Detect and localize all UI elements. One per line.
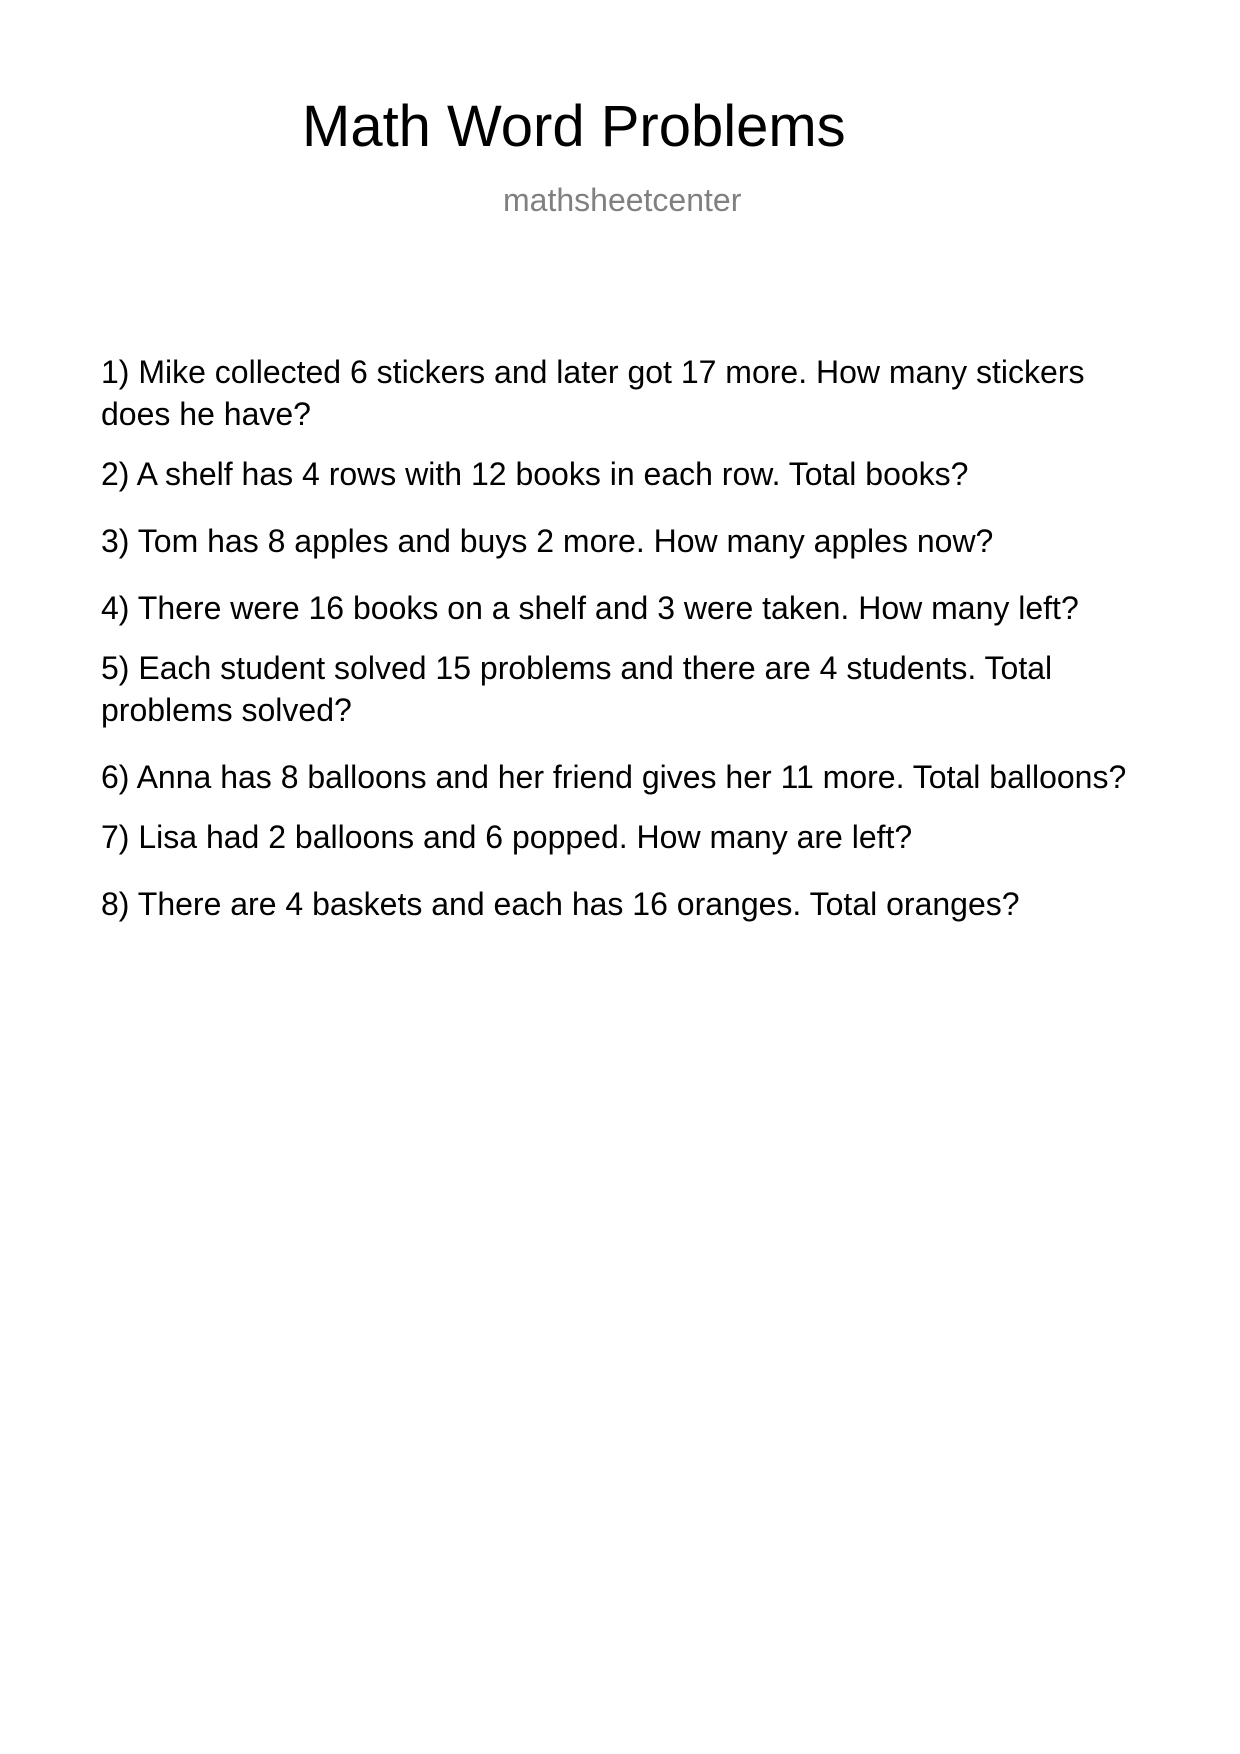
problem-7: 7) Lisa had 2 balloons and 6 popped. How many are left? [101, 819, 913, 855]
problem-4: 4) There were 16 books on a shelf and 3 were taken. How many left? [101, 590, 1079, 626]
problem-2: 2) A shelf has 4 rows with 12 books in each row. Total books? [101, 456, 969, 492]
problem-list [101, 351, 1161, 925]
problem-8: 8) There are 4 baskets and each has 16 oranges. Total oranges? [101, 886, 1020, 922]
problem-6: 6) Anna has 8 balloons and her friend gives her 11 more. Total balloons? [101, 759, 1127, 795]
problem-5: 5) Each student solved 15 problems and there are 4 students. Total problems solved? [101, 650, 1053, 728]
page-title: Math Word Problems [302, 94, 846, 159]
problem-1: 1) Mike collected 6 stickers and later got 17 more. How many stickers does he have? [101, 354, 1085, 432]
problem-3: 3) Tom has 8 apples and buys 2 more. How many apples now? [101, 523, 994, 559]
page-subtitle: mathsheetcenter [503, 182, 742, 218]
